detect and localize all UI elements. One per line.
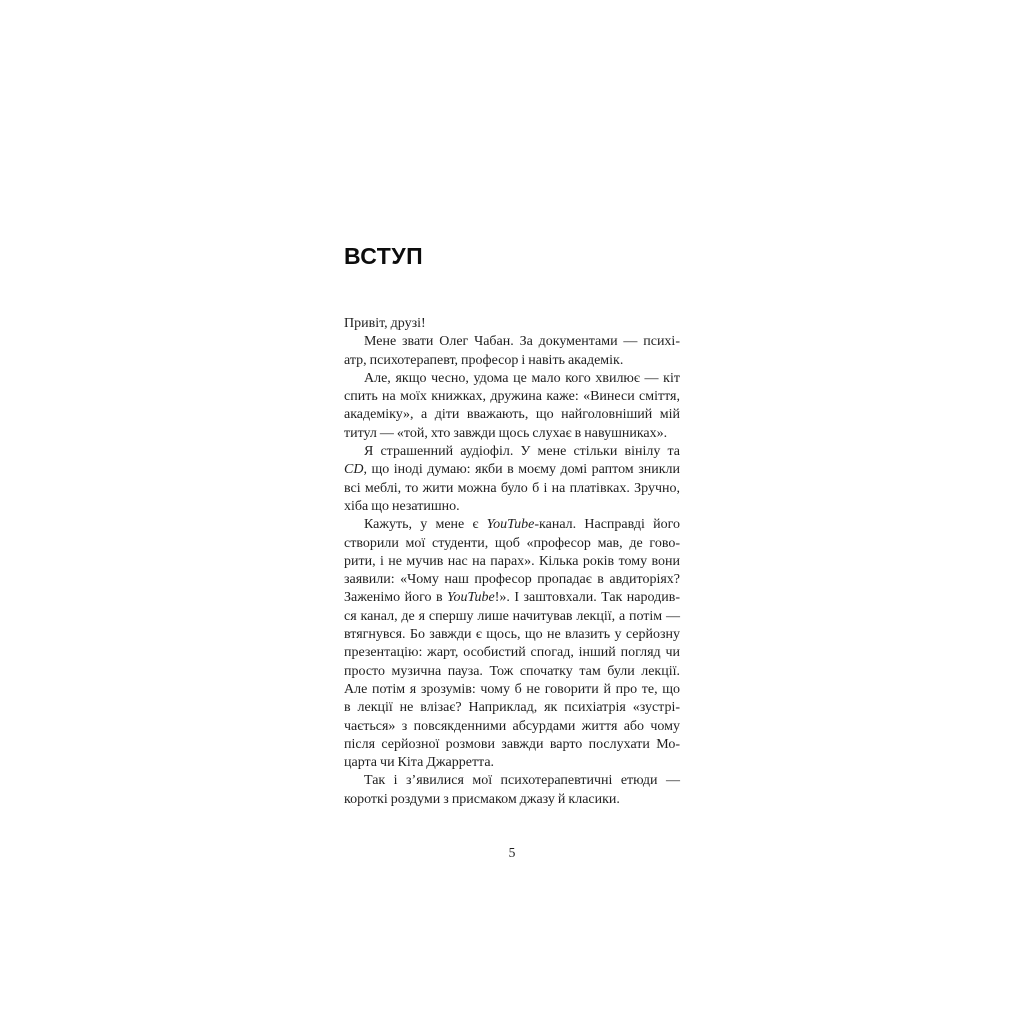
body-text xyxy=(344,315,680,809)
text-line: заявили: «Чому наш професор пропадає в авдиторіях? xyxy=(344,572,680,588)
text-line: ся канал, де я спершу лише начитував лекції, а потім — xyxy=(344,608,680,624)
text-line: після серйозної розмови завжди варто послухати Мо- xyxy=(344,736,680,752)
text-line: втягнувся. Бо завжди є щось, що не влазить у серйозну xyxy=(344,627,680,643)
text-line: хіба що незатишно. xyxy=(344,498,460,514)
text-line: титул — «той, хто завжди щось слухає в навушниках». xyxy=(344,425,668,441)
text-line: академіку», а діти вважають, що найголовніший мій xyxy=(344,407,680,423)
text-line: створили мої студенти, щоб «професор мав, де гово- xyxy=(344,535,680,551)
text-line: короткі роздуми з присмаком джазу й класики. xyxy=(344,791,620,807)
text-line: Мене звати Олег Чабан. За документами — психі- xyxy=(364,334,680,350)
page-number: 5 xyxy=(508,845,516,860)
text-line: чається» з повсякденними абсурдами життя або чому xyxy=(344,718,680,734)
text-line: царта чи Кіта Джарретта. xyxy=(344,755,495,771)
text-line: всі меблі, то жити можна було б і на платівках. Зручно, xyxy=(344,480,680,496)
text-line: спить на моїх книжках, дружина каже: «Винеси сміття, xyxy=(344,389,680,405)
text-line: в лекції не влізає? Наприклад, як психіатрія «зустрі- xyxy=(344,700,680,716)
text-line: Але, якщо чесно, удома це мало кого хвилює — кіт xyxy=(364,370,680,386)
text-line: Але потім я зрозумів: чому б не говорити й про те, що xyxy=(344,681,680,697)
text-line: рити, і не мучив нас на парах». Кілька років тому вони xyxy=(344,553,680,569)
chapter-heading: ВСТУП xyxy=(344,243,424,269)
text-line: Кажуть, у мене є YouTube-канал. Насправді його xyxy=(364,517,680,533)
text-line: презентацію: жарт, особистий спогад, інший погляд чи xyxy=(344,645,680,661)
text-line: Привіт, друзі! xyxy=(344,316,426,331)
text-line: просто музична пауза. Тож спочатку там були лекції. xyxy=(344,663,680,679)
text-line: Так і з’явилися мої психотерапевтичні етюди — xyxy=(364,773,680,789)
text-line: Я страшенний аудіофіл. У мене стільки вінілу та xyxy=(364,444,680,460)
text-line: Заженімо його в YouTube!». І заштовхали. Так народив- xyxy=(344,590,681,606)
text-line: атр, психотерапевт, професор і навіть академік. xyxy=(344,352,624,368)
text-line: CD, що іноді думаю: якби в моєму домі раптом зникли xyxy=(344,462,680,478)
